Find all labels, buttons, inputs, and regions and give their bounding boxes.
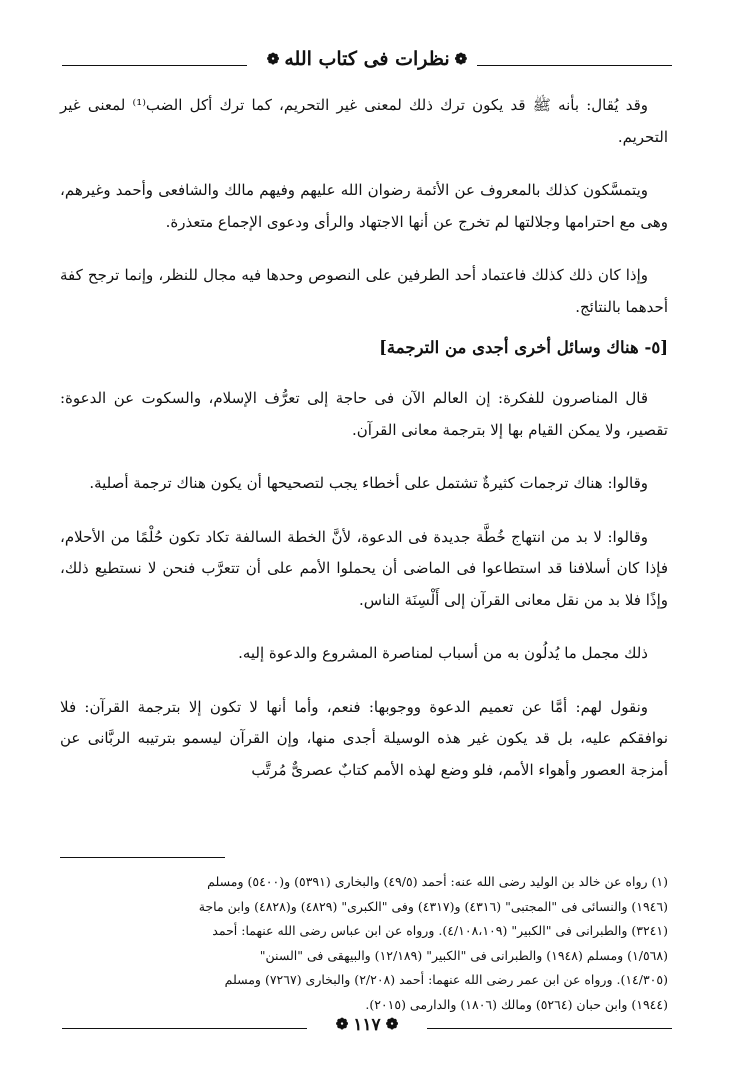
footnote-line: (١) رواه عن خالد بن الوليد رضى الله عنه: أحمد (٤٩/٥) والبخارى (٥٣٩١) و(٥٤٠٠) ومسلم bbox=[207, 874, 668, 889]
header-title: نظرات فى كتاب الله bbox=[284, 48, 450, 70]
footnote-line: (١٤/٣٠٥). ورواه عن ابن عمر رضى الله عنهما: أحمد (٢/٢٠٨) والبخارى (٧٢٦٧) ومسلم bbox=[224, 972, 668, 987]
paragraph: وقالوا: لا بد من انتهاج خُطَّة جديدة فى الدعوة، لأنَّ الخطة السالفة تكاد تكون حُلْمًا من الأحلام، فإذا كان أسلافنا قد استطاعوا فى الماضى أن يحملوا الأمم على أن تتعرَّب فنحن لا نستطيع ذلك، وإذًا فلا بد من نقل معانى القرآن إلى أَلْسِنَة الناس. bbox=[60, 527, 668, 609]
page-footer bbox=[62, 1015, 672, 1041]
page-number: ١١٧ bbox=[353, 1015, 381, 1035]
header-rule-left bbox=[62, 65, 247, 66]
footnote-line: (١٩٤٤) وابن حبان (٥٢٦٤) ومالك (١٨٠٦) والدارمى (٢٠١٥). bbox=[365, 996, 668, 1012]
footnote-separator bbox=[60, 857, 225, 858]
footer-rule-right bbox=[427, 1028, 672, 1029]
paragraph: ونقول لهم: أمَّا عن تعميم الدعوة ووجوبها: فنعم، وأما أنها لا تكون إلا بترجمة القرآن: فلا نوافقكم عليه، بل قد يكون غير هذه الوسيلة أجدى منها، وإن القرآن ليسمو بترتيبه الربَّانى عن أمزجة العصور وأهواء الأمم، فلو وضع لهذه الأمم كتابٌ عصرىٌّ مُرتَّب bbox=[60, 697, 668, 779]
header-rule-right bbox=[477, 65, 672, 66]
footer-rule-left bbox=[62, 1028, 307, 1029]
paragraph: وقالوا: هناك ترجمات كثيرةٌ تشتمل على أخطاء يجب لتصحيحها أن يكون هناك ترجمة أصلية. bbox=[89, 474, 648, 492]
paragraph: ويتمسَّكون كذلك بالمعروف عن الأئمة رضوان الله عليهم وفيهم مالك والشافعى وأحمد وغيرهم، وهى مع احترامها وجلالتها لم تخرج عن أنها الاجتهاد والرأى ودعوى الإجماع متعذرة. bbox=[60, 181, 668, 231]
footnotes bbox=[60, 870, 668, 1017]
footnote-line: (١٩٤٦) والنسائى فى "المجتبى" (٤٣١٦) و(٤٣١٧) وفى "الكبرى" (٤٨٢٩) و(٤٨٢٨) وابن ماجة bbox=[198, 898, 668, 914]
section-heading: [٥- هناك وسائل أخرى أجدى من الترجمة] bbox=[379, 338, 668, 357]
footnote-line: (١/٥٦٨) ومسلم (١٩٤٨) والطبرانى فى "الكبير" (١٢/١٨٩) والبيهقى فى "السنن" bbox=[259, 947, 668, 963]
paragraph: وقد يُقال: بأنه ﷺ قد يكون ترك ذلك لمعنى غير التحريم، كما ترك أكل الضب⁽¹⁾ لمعنى غير التحريم. bbox=[60, 96, 668, 146]
main-text bbox=[60, 90, 668, 808]
flower-ornament-icon: ❁ bbox=[454, 50, 468, 68]
paragraph: قال المناصرون للفكرة: إن العالم الآن فى حاجة إلى تعرُّف الإسلام، والسكوت عن الدعوة: تقصير، ولا يمكن القيام بها إلا بترجمة معانى القرآن. bbox=[60, 389, 668, 439]
flower-ornament-icon: ❁ bbox=[266, 50, 280, 68]
flower-ornament-icon: ❁ bbox=[385, 1015, 399, 1033]
flower-ornament-icon: ❁ bbox=[335, 1015, 349, 1033]
header-title-block bbox=[257, 48, 477, 70]
paragraph: وإذا كان ذلك كذلك فاعتماد أحد الطرفين على النصوص وحدها فيه مجال للنظر، وإنما ترجح كفة أحدهما بالنتائج. bbox=[60, 266, 668, 316]
page-number-block bbox=[317, 1015, 417, 1035]
running-header bbox=[62, 44, 672, 74]
footnote-line: (٣٢٤١) والطبرانى فى "الكبير" (٤/١٠٨،١٠٩). ورواه عن ابن عباس رضى الله عنهما: أحمد bbox=[212, 923, 668, 938]
paragraph: ذلك مجمل ما يُدلُون به من أسباب لمناصرة المشروع والدعوة إليه. bbox=[238, 644, 648, 662]
